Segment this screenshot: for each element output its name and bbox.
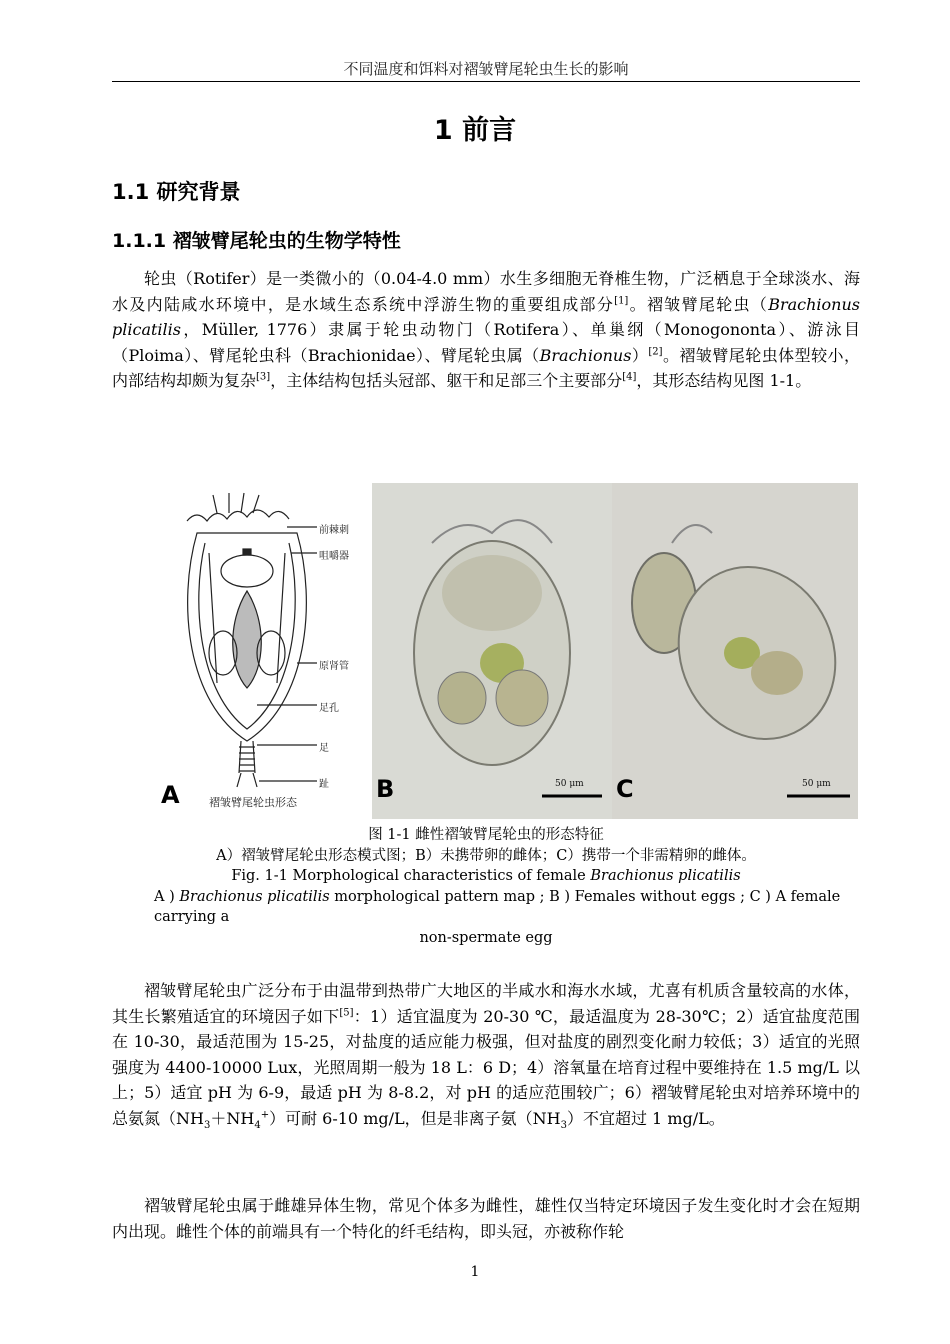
panel-letter-c: C xyxy=(616,775,634,803)
figure-caption xyxy=(112,825,860,948)
diagram-label: 咀嚼器 xyxy=(319,551,349,562)
paragraph-1: 轮虫（Rotifer）是一类微小的（0.04-4.0 mm）水生多细胞无脊椎生物，广泛栖息于全球淡水、海水及内陆咸水环境中，是水域生态系统中浮游生物的重要组成部分[1]。褶皱臂尾轮虫（Brachionus plicatilis，Müller, 1776）隶属于轮虫动物门（Rotifera）、单巢纲（Monogononta）、游泳目（Ploima）、臂尾轮虫科（Brachionidae）、臂尾轮虫属（Brachionus）[2]。褶皱臂尾轮虫体型较小，内部结构却颇为复杂[3]，主体结构包括头冠部、躯干和足部三个主要部分[4]，其形态结构见图 1-1。 xyxy=(112,269,860,391)
caption-en-detail: A ) Brachionus plicatilis morphological pattern map ; B ) Females without eggs ; C ) A female carrying a xyxy=(154,888,841,925)
caption-en-title: Fig. 1-1 Morphological characteristics of female Brachionus plicatilis xyxy=(231,868,741,884)
running-header: 不同温度和饵料对褶皱臂尾轮虫生长的影响 xyxy=(343,60,629,78)
micrograph-panel-c xyxy=(612,483,858,819)
diagram-panel-a xyxy=(157,483,367,819)
caption-cn-title: 图 1-1 雌性褶皱臂尾轮虫的形态特征 xyxy=(368,827,604,843)
diagram-label: 前棘刺 xyxy=(319,525,349,536)
subsection-title: 1.1.1 褶皱臂尾轮虫的生物学特性 xyxy=(112,230,401,252)
section-title: 1.1 研究背景 xyxy=(112,180,241,204)
panel-a-title: 褶皱臂尾轮虫形态 xyxy=(209,796,297,809)
caption-cn-detail: A）褶皱臂尾轮虫形态模式图；B）未携带卵的雌体；C）携带一个非需精卵的雌体。 xyxy=(216,847,756,864)
rotifer-micrograph-image xyxy=(612,483,858,819)
scale-bar-label: 50 μm xyxy=(802,779,831,789)
micrograph-panel-b xyxy=(372,483,612,819)
chapter-title: 1 前言 xyxy=(433,115,517,146)
diagram-label: 原肾管 xyxy=(319,661,349,672)
paragraph-2: 褶皱臂尾轮虫广泛分布于由温带到热带广大地区的半咸水和海水水域，尤喜有机质含量较高的水体，其生长繁殖适宜的环境因子如下[5]：1）适宜温度为 20-30 ℃，最适温度为 28-30℃；2）适宜盐度范围在 10-30，最适范围为 15-25，对盐度的适应能力极强，但对盐度的剧烈变化耐力较低；3）适宜的光照强度为 4400-10000 Lux，光照周期一般为 18 L：6 D；4）溶氧量在培育过程中要维持在 1.5 mg/L 以上；5）适宜 pH 为 6-9，最适 pH 为 8-8.2，对 pH 的适应范围较广；6）褶皱臂尾轮虫对培养环境中的总氨氮$(NH_3+NH_4^+)$可耐 6-10 mg/L，但是非离子氨$(NH_3)$不宜超过 1 mg/L。 xyxy=(112,981,860,1132)
header-rule xyxy=(112,81,860,82)
diagram-label: 趾 xyxy=(319,779,329,790)
diagram-label: 足 xyxy=(319,743,329,754)
caption-en-detail-cont: non-spermate egg xyxy=(419,929,553,946)
citation[interactable]: [4] xyxy=(622,372,637,384)
page-number: 1 xyxy=(470,1264,480,1280)
citation[interactable]: [5] xyxy=(339,1007,354,1019)
citation[interactable]: [2] xyxy=(648,346,663,358)
paragraph-3: 褶皱臂尾轮虫属于雌雄异体生物，常见个体多为雌性，雄性仅当特定环境因子发生变化时才会在短期内出现。雌性个体的前端具有一个特化的纤毛结构，即头冠，亦被称作轮 xyxy=(112,1196,860,1241)
diagram-label: 足孔 xyxy=(319,703,339,714)
rotifer-micrograph-image xyxy=(372,483,612,819)
scale-bar-label: 50 μm xyxy=(555,779,584,789)
citation[interactable]: [3] xyxy=(256,372,271,384)
panel-letter-b: B xyxy=(376,775,395,803)
panel-letter-a: A xyxy=(161,781,180,809)
citation[interactable]: [1] xyxy=(614,295,629,307)
figure-1-1 xyxy=(157,483,858,819)
